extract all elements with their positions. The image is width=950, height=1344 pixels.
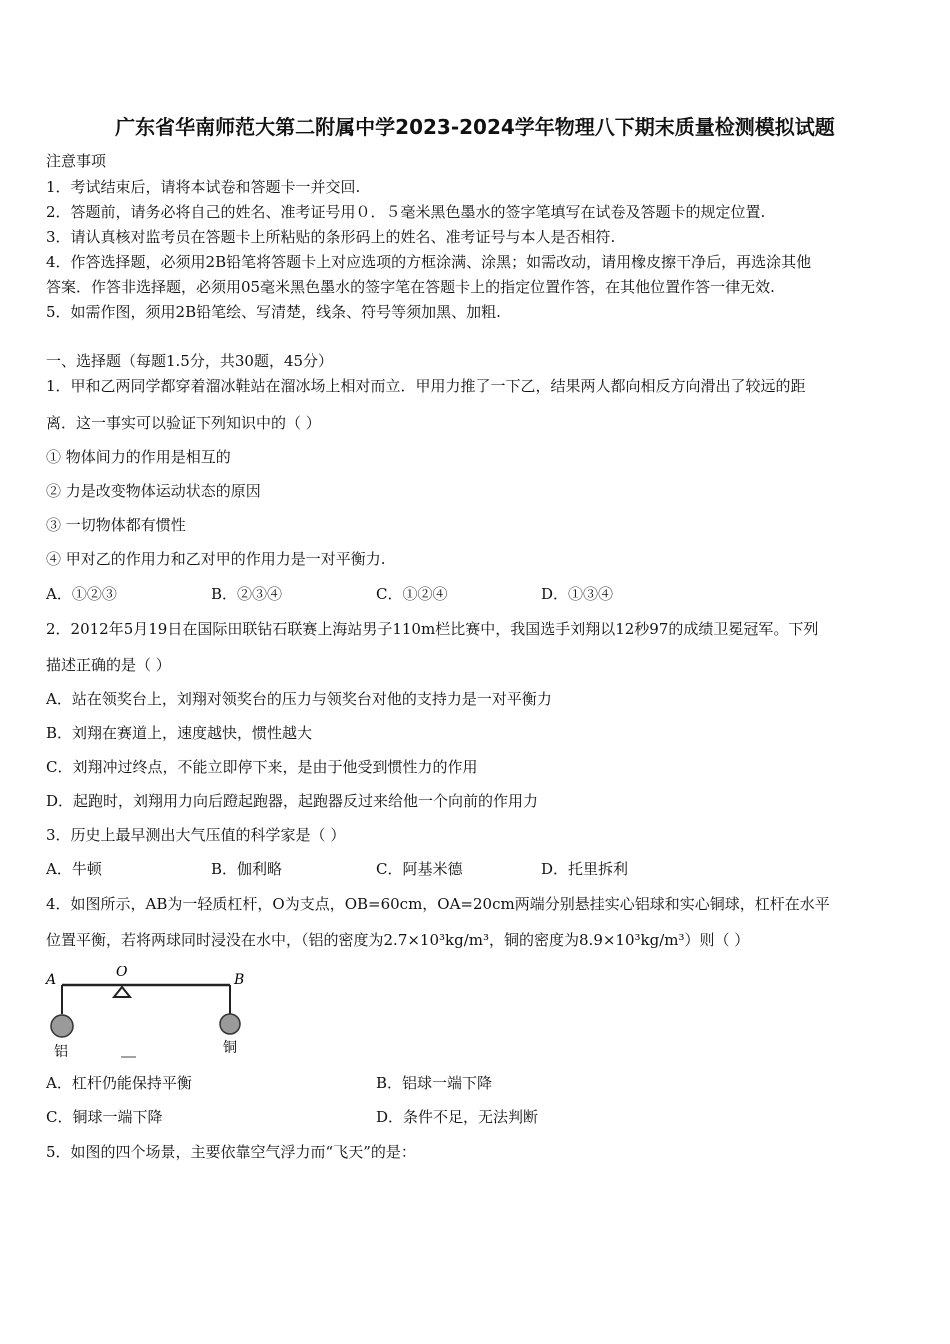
question-2-option-a: A．站在领奖台上，刘翔对领奖台的压力与领奖台对他的支持力是一对平衡力 [46, 690, 552, 708]
question-1-statement: ③ 一切物体都有惯性 [46, 516, 186, 534]
question-3-option-d: D．托里拆利 [541, 860, 629, 878]
section-heading: 一、选择题（每题1.5分，共30题，45分） [46, 352, 334, 370]
question-4-text: 4．如图所示，AB为一轻质杠杆，O为支点，OB=60cm，OA=20cm两端分别悬挂实心铝球和实心铜球，杠杆在水平 [46, 895, 830, 913]
label-o: O [116, 966, 128, 980]
label-a: A [46, 972, 57, 988]
question-1-statement: ④ 甲对乙的作用力和乙对甲的作用力是一对平衡力. [46, 550, 386, 568]
notice-item: 1．考试结束后，请将本试卷和答题卡一并交回. [46, 178, 361, 196]
question-3-text: 3．历史上最早测出大气压值的科学家是（ ） [46, 826, 346, 844]
page-title: 广东省华南师范大第二附属中学2023-2024学年物理八下期末质量检测模拟试题 [115, 115, 835, 139]
question-2-text: 2．2012年5月19日在国际田联钻石联赛上海站男子110m栏比赛中，我国选手刘翔以12秒97的成绩卫冕冠军。下列 [46, 620, 819, 638]
aluminum-ball [51, 1015, 73, 1037]
question-1-option-d: D．①③④ [541, 585, 614, 603]
fulcrum-icon [114, 987, 130, 997]
question-1-option-c: C．①②④ [376, 585, 448, 603]
lever-figure [44, 966, 254, 1062]
lever-diagram [44, 966, 254, 1062]
aluminum-label: 铝 [54, 1044, 68, 1060]
question-4-option-d: D．条件不足，无法判断 [376, 1108, 539, 1126]
copper-ball [220, 1014, 240, 1034]
question-4-text: 位置平衡，若将两球同时浸没在水中，（铝的密度为2.7×10³kg/m³，铜的密度为8.9×10³kg/m³）则（ ） [46, 931, 750, 949]
question-2-option-b: B．刘翔在赛道上，速度越快，惯性越大 [46, 724, 313, 742]
notice-item: 答案．作答非选择题，必须用05毫米黑色墨水的签字笔在答题卡上的指定位置作答，在其他位置作答一律无效. [46, 278, 775, 296]
question-5-text: 5．如图的四个场景，主要依靠空气浮力而“飞天”的是： [46, 1143, 416, 1161]
question-2-text: 描述正确的是（ ） [46, 656, 171, 674]
question-4-option-b: B．铝球一端下降 [376, 1074, 493, 1092]
label-b: B [234, 972, 245, 988]
question-3-option-a: A．牛顿 [46, 860, 102, 878]
question-1-text: 离．这一事实可以验证下列知识中的（ ） [46, 414, 321, 432]
question-1-text: 1．甲和乙两同学都穿着溜冰鞋站在溜冰场上相对而立．甲用力推了一下乙，结果两人都向相反方向滑出了较远的距 [46, 377, 806, 395]
question-2-option-c: C．刘翔冲过终点，不能立即停下来，是由于他受到惯性力的作用 [46, 758, 478, 776]
question-4-option-a: A．杠杆仍能保持平衡 [46, 1074, 192, 1092]
question-2-option-d: D．起跑时，刘翔用力向后蹬起跑器，起跑器反过来给他一个向前的作用力 [46, 792, 539, 810]
notice-item: 3．请认真核对监考员在答题卡上所粘贴的条形码上的姓名、准考证号与本人是否相符. [46, 228, 616, 246]
question-1-option-a: A．①②③ [46, 585, 117, 603]
notice-heading: 注意事项 [46, 152, 107, 170]
question-3-option-b: B．伽利略 [211, 860, 283, 878]
question-1-statement: ① 物体间力的作用是相互的 [46, 448, 231, 466]
question-1-option-b: B．②③④ [211, 585, 283, 603]
notice-item: 5．如需作图，须用2B铅笔绘、写清楚，线条、符号等须加黑、加粗. [46, 303, 501, 321]
question-3-option-c: C．阿基米德 [376, 860, 463, 878]
question-1-statement: ② 力是改变物体运动状态的原因 [46, 482, 261, 500]
copper-label: 铜 [223, 1040, 237, 1056]
notice-item: 4．作答选择题，必须用2B铅笔将答题卡上对应选项的方框涂满、涂黑；如需改动，请用橡皮擦干净后，再选涂其他 [46, 253, 812, 271]
notice-item: 2．答题前，请务必将自己的姓名、准考证号用０．５毫米黑色墨水的签字笔填写在试卷及答题卡的规定位置. [46, 203, 766, 221]
question-4-option-c: C．铜球一端下降 [46, 1108, 163, 1126]
